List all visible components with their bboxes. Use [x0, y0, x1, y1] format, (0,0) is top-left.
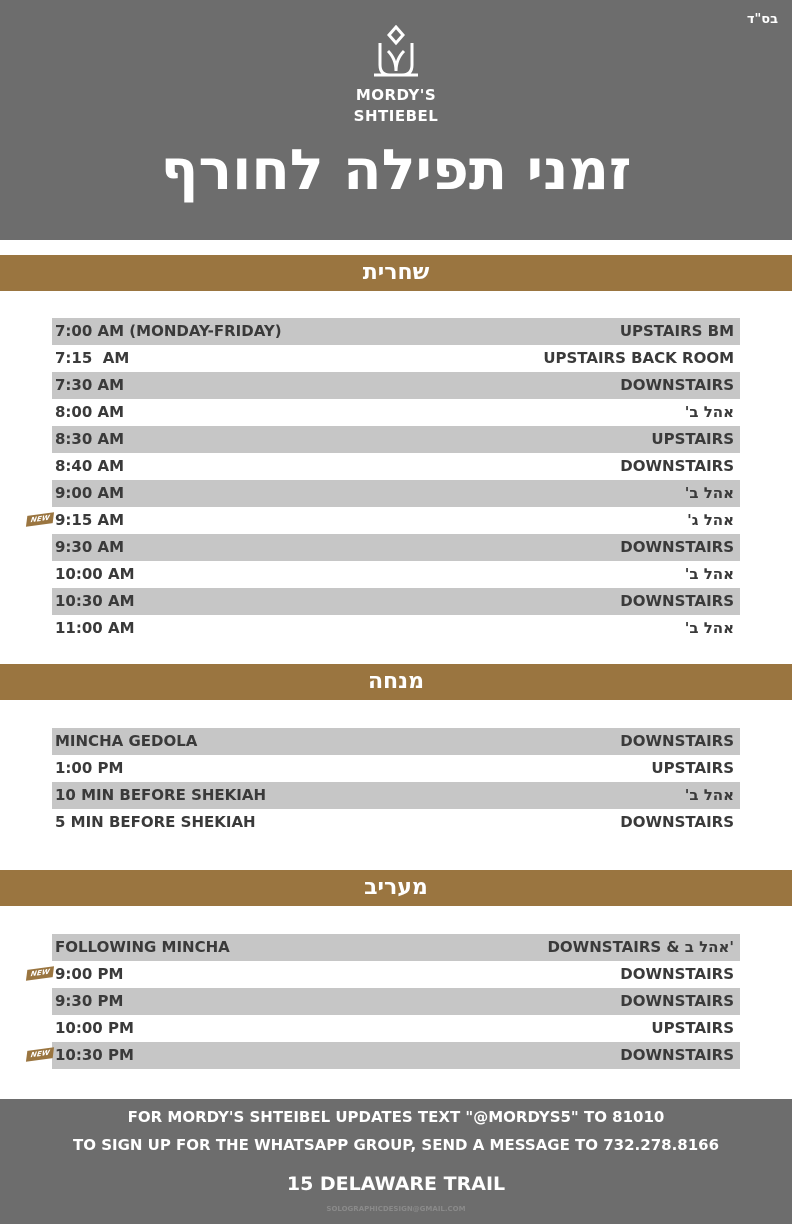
table-row: [52, 372, 740, 399]
logo-line2: SHTIEBEL: [353, 107, 439, 125]
row-time: 5 MIN BEFORE SHEKIAH: [55, 813, 256, 831]
row-location: אהל ב': [684, 786, 734, 804]
row-time: 10 MIN BEFORE SHEKIAH: [55, 786, 267, 804]
table-row: [52, 1015, 740, 1042]
table-row: [30, 961, 740, 988]
table-row: [52, 399, 740, 426]
row-time: 8:30 AM: [55, 430, 125, 448]
new-badge: NEW: [26, 1047, 54, 1062]
maariv-table: [30, 934, 740, 1069]
table-row: [52, 426, 740, 453]
row-location: DOWNSTAIRS: [620, 457, 734, 475]
shtiebel-logo-icon: [370, 25, 422, 83]
address: 15 DELAWARE TRAIL: [286, 1173, 506, 1195]
table-row: [52, 809, 740, 836]
section-band-shacharis: שחרית: [0, 255, 792, 291]
row-location: אהל ב': [684, 403, 734, 421]
row-time: 8:00 AM: [55, 403, 125, 421]
table-row: [52, 615, 740, 642]
mincha-table: [52, 728, 740, 836]
row-time: 9:00 AM: [55, 484, 125, 502]
table-row: [52, 480, 740, 507]
row-time: 8:40 AM: [55, 457, 125, 475]
row-time: 9:00 PM: [55, 965, 124, 983]
designer-credit: SOLOGRAPHICDESIGN@GMAIL.COM: [326, 1205, 466, 1213]
table-row: [52, 318, 740, 345]
row-time: 11:00 AM: [55, 619, 135, 637]
row-time: FOLLOWING MINCHA: [55, 938, 230, 956]
row-location: DOWNSTAIRS: [620, 732, 734, 750]
row-location: UPSTAIRS: [651, 759, 734, 777]
page-title: זמני תפילה לחורף: [160, 138, 632, 203]
whatsapp-signup-text: TO SIGN UP FOR THE WHATSAPP GROUP, SEND A MESSAGE TO 732.278.8166: [72, 1136, 720, 1154]
logo-line1: MORDY'S: [355, 86, 437, 104]
row-location: אהל ב': [684, 484, 734, 502]
row-location: UPSTAIRS: [651, 1019, 734, 1037]
bsd-mark: בס"ד: [746, 12, 778, 27]
row-time: 9:30 PM: [55, 992, 124, 1010]
table-row: [52, 988, 740, 1015]
row-time: 10:00 AM: [55, 565, 135, 583]
row-time: 7:00 AM (MONDAY-FRIDAY): [55, 322, 282, 340]
new-badge: NEW: [26, 966, 54, 981]
row-location: אהל ב': [684, 619, 734, 637]
table-row: [30, 507, 740, 534]
row-location: DOWNSTAIRS: [620, 376, 734, 394]
row-time: 10:30 PM: [55, 1046, 134, 1064]
row-location: DOWNSTAIRS: [620, 992, 734, 1010]
row-location: UPSTAIRS BM: [619, 322, 734, 340]
table-row: [52, 345, 740, 372]
row-location: DOWNSTAIRS: [620, 538, 734, 556]
table-row: [52, 588, 740, 615]
shacharis-table: [30, 318, 740, 642]
row-time: MINCHA GEDOLA: [55, 732, 198, 750]
table-row: [52, 453, 740, 480]
row-time: 7:30 AM: [55, 376, 125, 394]
table-row: [52, 934, 740, 961]
table-row: [52, 534, 740, 561]
table-row: [52, 561, 740, 588]
row-location: DOWNSTAIRS: [620, 965, 734, 983]
row-time: 10:00 PM: [55, 1019, 134, 1037]
section-band-mincha: מנחה: [0, 664, 792, 700]
footer: [0, 1099, 792, 1224]
row-time: 10:30 AM: [55, 592, 135, 610]
table-row: [30, 1042, 740, 1069]
header: [0, 0, 792, 240]
row-location: אהל ג': [687, 511, 734, 529]
row-location: DOWNSTAIRS & אהל ב': [547, 938, 734, 956]
row-time: 1:00 PM: [55, 759, 124, 777]
table-row: [52, 782, 740, 809]
row-time: 9:15 AM: [55, 511, 125, 529]
row-location: DOWNSTAIRS: [620, 1046, 734, 1064]
section-band-maariv: מעריב: [0, 870, 792, 906]
table-row: [52, 728, 740, 755]
row-location: DOWNSTAIRS: [620, 592, 734, 610]
table-row: [52, 755, 740, 782]
sms-updates-text: FOR MORDY'S SHTEIBEL UPDATES TEXT "@MORDYS5" TO 81010: [127, 1108, 665, 1126]
row-location: DOWNSTAIRS: [620, 813, 734, 831]
new-badge: NEW: [26, 512, 54, 527]
row-time: 9:30 AM: [55, 538, 125, 556]
row-location: UPSTAIRS: [651, 430, 734, 448]
row-location: UPSTAIRS BACK ROOM: [543, 349, 734, 367]
row-location: אהל ב': [684, 565, 734, 583]
row-time: 7:15 AM: [55, 349, 130, 367]
